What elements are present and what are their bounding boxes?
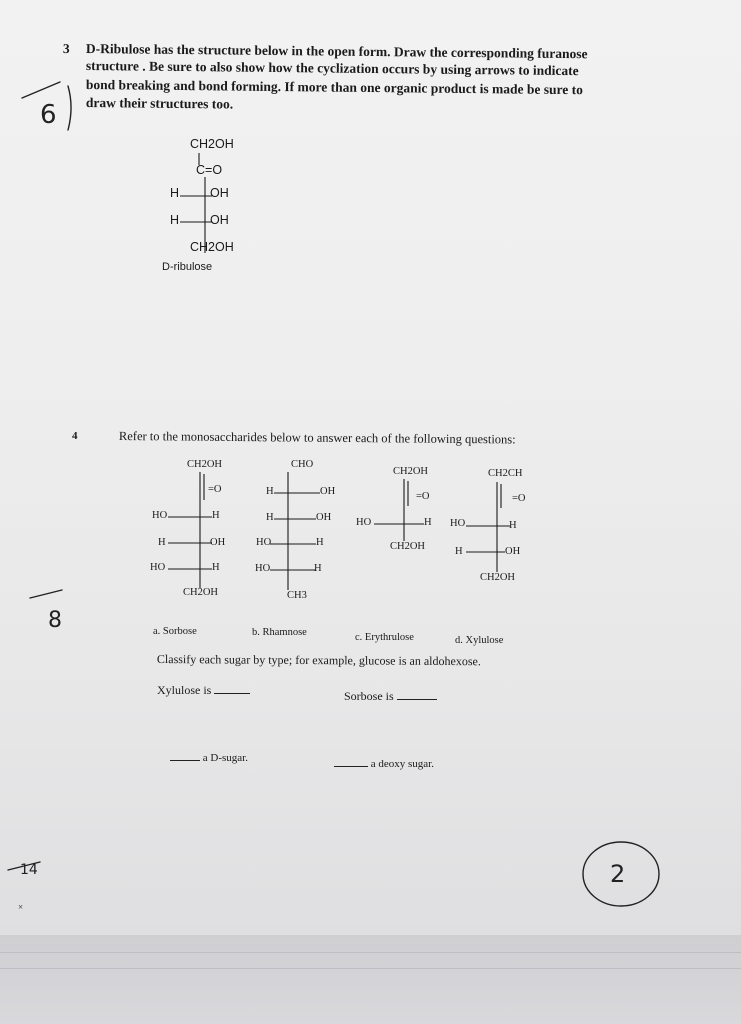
erythrulose-top: CH2OH	[393, 466, 429, 477]
sorbose-bottom: CH2OH	[183, 587, 219, 598]
handwritten-score-q3: 6	[40, 100, 57, 130]
page-number-circle	[583, 842, 659, 906]
ribulose-bottom: CH2OH	[190, 240, 234, 254]
sorbose-r1-left: HO	[152, 510, 168, 521]
sorbose-r3-left: HO	[150, 562, 166, 573]
xylulose-r1-left: HO	[450, 518, 466, 529]
rhamnose-r2-right: OH	[316, 512, 332, 523]
rhamnose-r4-left: HO	[255, 563, 271, 574]
handwritten-score-q4: 8	[48, 608, 62, 633]
xylulose-bottom: CH2OH	[480, 572, 516, 583]
handwritten-total: 14	[20, 862, 38, 878]
rhamnose-top: CHO	[291, 459, 314, 470]
rhamnose-r4-right: H	[314, 563, 322, 574]
ribulose-r2-right: OH	[210, 213, 229, 227]
margin-mark: ×	[18, 902, 24, 912]
ribulose-r1-right: OH	[210, 186, 229, 200]
xylulose-carbonyl: =O	[512, 493, 526, 504]
sorbose-carbonyl: =O	[208, 484, 222, 495]
dsugar-label: a D-sugar.	[202, 752, 248, 764]
xylulose-top: CH2CH	[488, 468, 523, 479]
rhamnose-r2-left: H	[266, 512, 274, 523]
ribulose-name: D-ribulose	[162, 261, 213, 273]
erythrulose-r1-right: H	[424, 517, 432, 528]
rhamnose-label: b. Rhamnose	[252, 627, 307, 638]
page-number: 2	[610, 860, 626, 888]
sorbose-r2-left: H	[158, 537, 166, 548]
ribulose-carbonyl: C=O	[196, 163, 223, 177]
question-4-number: 4	[72, 430, 78, 442]
sorbose-r3-right: H	[212, 562, 220, 573]
xylulose-label: d. Xylulose	[455, 635, 504, 646]
xylulose-r2-right: OH	[505, 546, 521, 557]
sorbose-top: CH2OH	[187, 459, 223, 470]
rhamnose-r1-right: OH	[320, 486, 336, 497]
rhamnose-r1-left: H	[266, 486, 274, 497]
erythrulose-label: c. Erythrulose	[355, 632, 414, 643]
xylulose-r1-right: H	[509, 520, 517, 531]
question-3-line-3: bond breaking and bond forming. If more than one organic product is made be sure to	[85, 76, 584, 98]
question-3-line-2: structure . Be sure to also show how the cyclization occurs by using arrows to indicate	[85, 57, 579, 79]
erythrulose-r1-left: HO	[356, 517, 372, 528]
ribulose-top: CH2OH	[190, 137, 234, 151]
classify-instruction: Classify each sugar by type; for example, glucose is an aldohexose.	[156, 652, 481, 669]
question-3-line-4: draw their structures too.	[85, 94, 234, 112]
rhamnose-bottom: CH3	[287, 590, 307, 601]
rhamnose-r3-right: H	[316, 537, 324, 548]
question-3-line-1: D-Ribulose has the structure below in the open form. Draw the corresponding furanose	[85, 40, 588, 62]
ribulose-r2-left: H	[170, 213, 180, 227]
xylulose-r2-left: H	[455, 546, 463, 557]
sorbose-answer-label: Sorbose is	[344, 689, 394, 703]
xylulose-answer-label: Xylulose is	[157, 683, 212, 697]
rhamnose-r3-left: HO	[256, 537, 272, 548]
question-4-prompt: Refer to the monosaccharides below to answer each of the following questions:	[118, 429, 516, 447]
deoxy-label: a deoxy sugar.	[370, 758, 434, 770]
erythrulose-bottom: CH2OH	[390, 541, 426, 552]
ribulose-r1-left: H	[170, 186, 180, 200]
sorbose-r2-right: OH	[210, 537, 226, 548]
sorbose-r1-right: H	[212, 510, 220, 521]
erythrulose-carbonyl: =O	[416, 491, 430, 502]
sorbose-label: a. Sorbose	[153, 626, 197, 637]
question-3-number: 3	[62, 40, 70, 57]
